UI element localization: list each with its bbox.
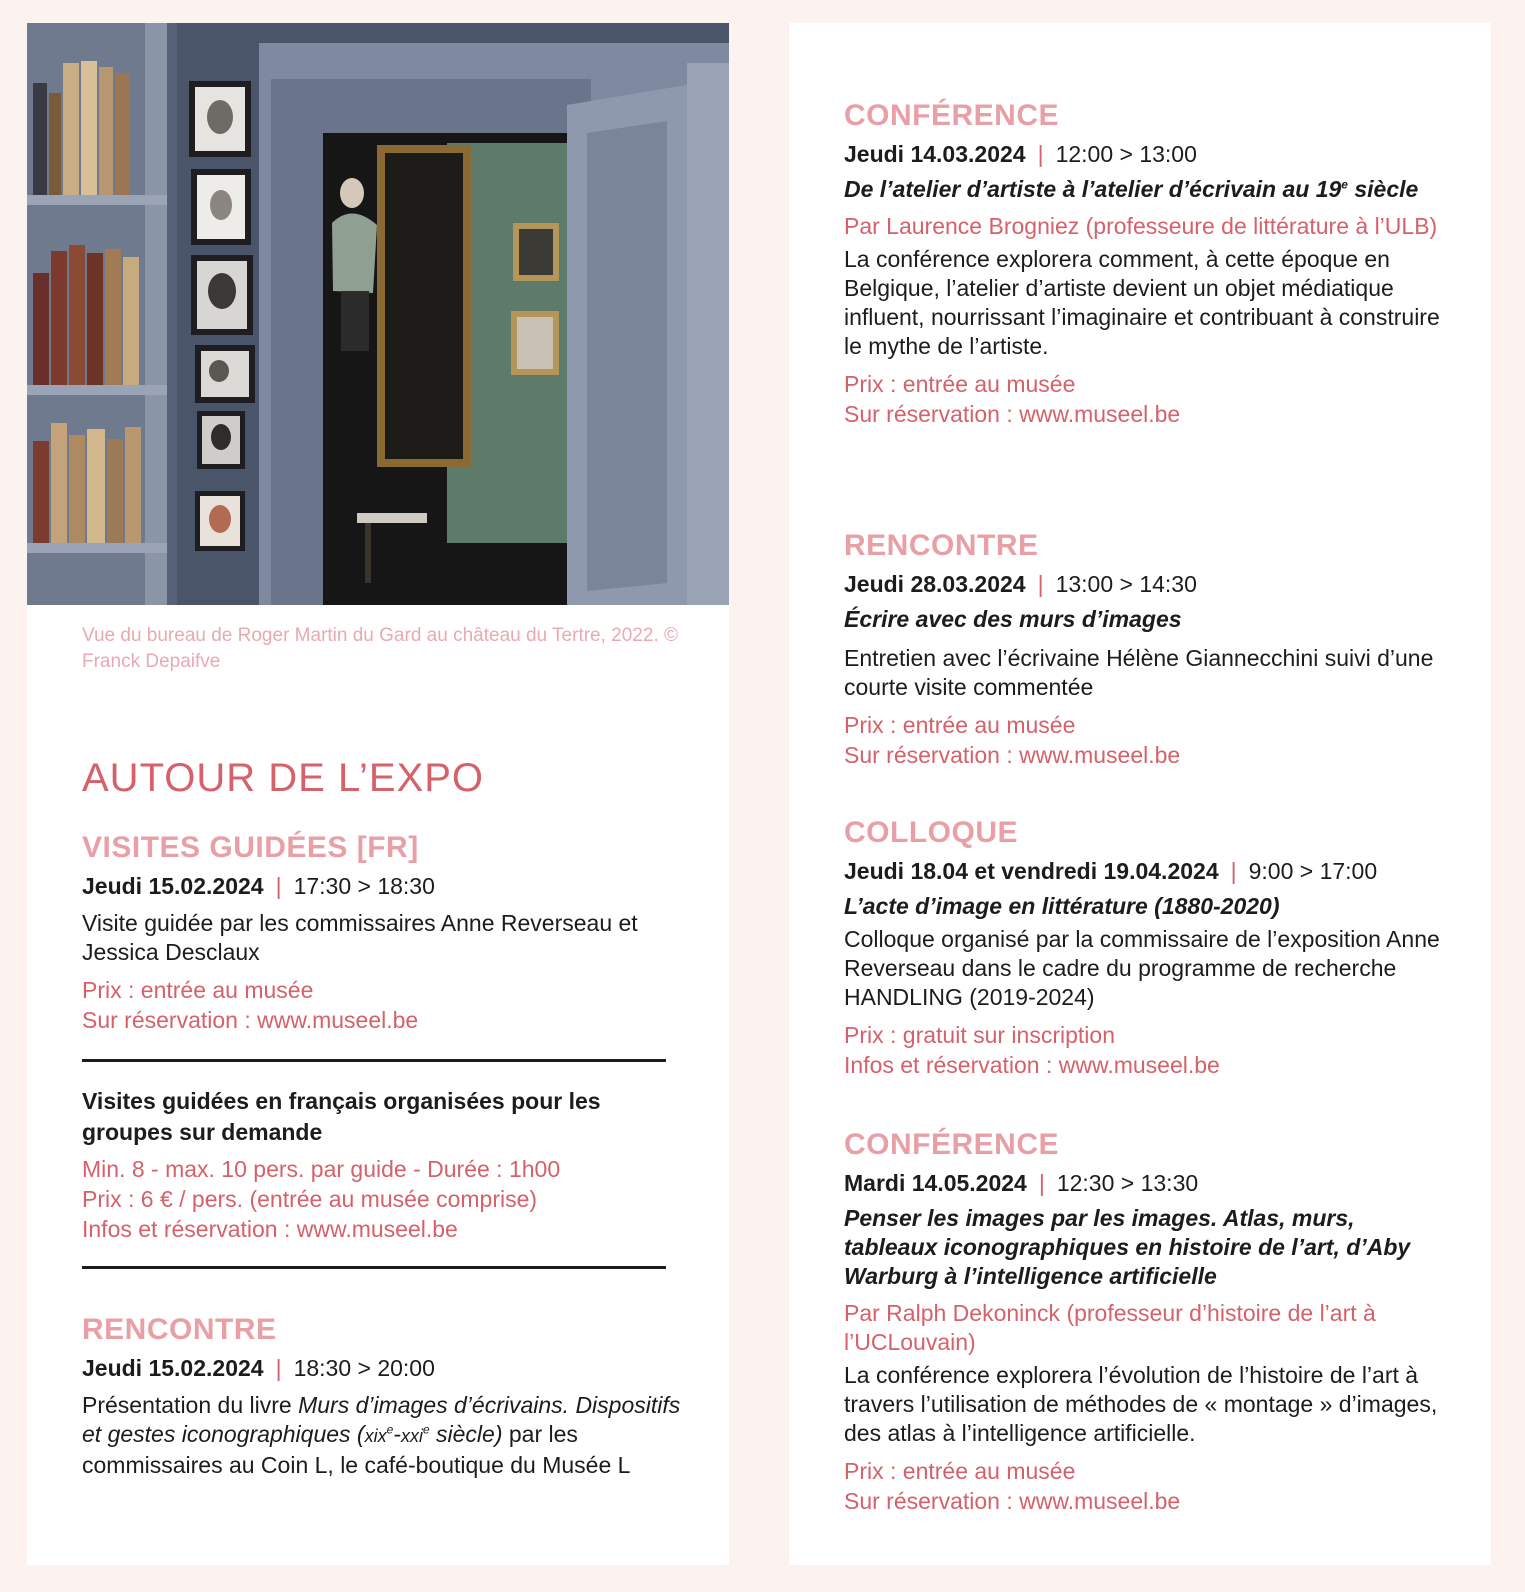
photo-caption: Vue du bureau de Roger Martin du Gard au château du Tertre, 2022. © Franck Depaifve: [82, 625, 678, 672]
event-kind: CONFÉRENCE: [844, 99, 1060, 132]
event-time: 13:00 > 14:30: [1055, 571, 1197, 597]
event-date: Jeudi 18.04 et vendredi 19.04.2024: [844, 858, 1219, 884]
event-date: Jeudi 15.02.2024: [82, 873, 264, 899]
right-panel: [789, 23, 1491, 1565]
event-title: L’acte d’image en littérature (1880-2020): [844, 893, 1280, 919]
century-dash: -: [393, 1421, 401, 1447]
groups-title: Visites guidées en français organisées pour les groupes sur demande: [82, 1088, 601, 1145]
event-time: 18:30 > 20:00: [293, 1355, 435, 1381]
event-date: Jeudi 28.03.2024: [844, 571, 1026, 597]
event-date-time: [844, 856, 1444, 886]
century-end: xxi: [400, 1426, 423, 1446]
event-visites-guidees: [82, 831, 682, 1035]
separator: |: [1037, 141, 1044, 167]
event-description: Colloque organisé par la commissaire de l’exposition Anne Reverseau dans le cadre du programme de recherche HANDLING (2019-2024): [844, 926, 1440, 1010]
event-date-time: [844, 569, 1444, 599]
event-price: Prix : entrée au musée: [844, 712, 1076, 738]
title-sup: e: [1341, 177, 1348, 192]
event-date: Mardi 14.05.2024: [844, 1170, 1027, 1196]
event-kind: CONFÉRENCE: [844, 1128, 1060, 1161]
event-kind: RENCONTRE: [844, 529, 1039, 562]
event-colloque: [844, 816, 1444, 1080]
event-reservation-link[interactable]: Sur réservation : www.museel.be: [844, 401, 1181, 427]
event-title: [844, 175, 1444, 204]
century-start: xix: [364, 1426, 387, 1446]
event-price: Prix : entrée au musée: [844, 1458, 1076, 1484]
groups-line-1: Min. 8 - max. 10 pers. par guide - Durée : 1h00: [82, 1156, 561, 1182]
event-reservation-link[interactable]: Sur réservation : www.museel.be: [844, 1488, 1181, 1514]
event-date-time: [844, 139, 1444, 169]
book-title: Murs d’images d’écrivains. Dispositifs et gestes iconographiques: [82, 1392, 681, 1447]
divider: [82, 1059, 666, 1062]
groups-reservation-link[interactable]: Infos et réservation : www.museel.be: [82, 1216, 458, 1242]
groups-info: [82, 1154, 682, 1244]
event-date-time: [82, 871, 682, 901]
left-panel: [27, 23, 729, 1565]
section-title: AUTOUR DE L’EXPO: [82, 756, 485, 800]
title-text: siècle: [1347, 176, 1419, 202]
title-text: De l’atelier d’artiste à l’atelier d’écrivain au 19: [844, 176, 1342, 202]
study-photo: [27, 23, 729, 605]
event-reservation-link[interactable]: Sur réservation : www.museel.be: [82, 1007, 419, 1033]
event-title: Penser les images par les images. Atlas, murs, tableaux iconographiques en histoire de l’art, d’Aby Warburg à l’intelligence artificielle: [844, 1205, 1411, 1289]
event-rencontre-2: [844, 529, 1444, 770]
event-description: Entretien avec l’écrivaine Hélène Giannecchini suivi d’une courte visite commentée: [844, 645, 1434, 700]
separator: |: [1230, 858, 1237, 884]
event-speaker: Par Laurence Brogniez (professeure de littérature à l’ULB): [844, 213, 1438, 239]
event-description: La conférence explorera l’évolution de l’histoire de l’art à travers l’utilisation de méthodes de « montage » d’images, des atlas à l’intelligence artificielle.: [844, 1362, 1438, 1446]
desc-text: par les commissaires au Coin L, le café-boutique du Musée L: [82, 1421, 631, 1478]
siecle: siècle): [429, 1421, 503, 1447]
event-conference-1: [844, 99, 1444, 429]
event-description: La conférence explorera comment, à cette époque en Belgique, l’atelier d’artiste devient un objet médiatique influent, nourrissant l’imaginaire et contribuant à construire le mythe de l’artiste.: [844, 246, 1440, 359]
century-end-sup: e: [422, 1422, 430, 1437]
event-date: Jeudi 14.03.2024: [844, 141, 1026, 167]
event-description: [82, 1391, 682, 1480]
event-kind: RENCONTRE: [82, 1313, 277, 1346]
event-date: Jeudi 15.02.2024: [82, 1355, 264, 1381]
event-price: Prix : gratuit sur inscription: [844, 1022, 1115, 1048]
desc-text: Présentation du livre: [82, 1392, 299, 1418]
event-date-time: [844, 1168, 1444, 1198]
event-conference-2: [844, 1128, 1444, 1516]
event-time: 9:00 > 17:00: [1248, 858, 1378, 884]
event-description: Visite guidée par les commissaires Anne Reverseau et Jessica Desclaux: [82, 910, 638, 965]
event-time: 12:30 > 13:30: [1056, 1170, 1199, 1196]
century-start-sup: e: [386, 1422, 394, 1437]
paren-open: (: [350, 1421, 365, 1447]
event-kind: COLLOQUE: [844, 816, 1018, 849]
separator: |: [1038, 1170, 1045, 1196]
divider: [82, 1266, 666, 1269]
event-price: Prix : entrée au musée: [844, 371, 1076, 397]
event-time: 12:00 > 13:00: [1055, 141, 1197, 167]
event-price: Prix : entrée au musée: [82, 977, 314, 1003]
event-reservation-link[interactable]: Sur réservation : www.museel.be: [844, 742, 1181, 768]
event-date-time: [82, 1353, 682, 1383]
event-rencontre: [82, 1313, 682, 1480]
event-time: 17:30 > 18:30: [293, 873, 435, 899]
event-speaker: Par Ralph Dekoninck (professeur d’histoire de l’art à l’UCLouvain): [844, 1300, 1376, 1355]
separator: |: [275, 1355, 282, 1381]
event-title: Écrire avec des murs d’images: [844, 606, 1182, 632]
event-kind: VISITES GUIDÉES [FR]: [82, 831, 419, 864]
groups-line-2: Prix : 6 € / pers. (entrée au musée comprise): [82, 1186, 538, 1212]
event-reservation-link[interactable]: Infos et réservation : www.museel.be: [844, 1052, 1220, 1078]
separator: |: [275, 873, 282, 899]
separator: |: [1037, 571, 1044, 597]
